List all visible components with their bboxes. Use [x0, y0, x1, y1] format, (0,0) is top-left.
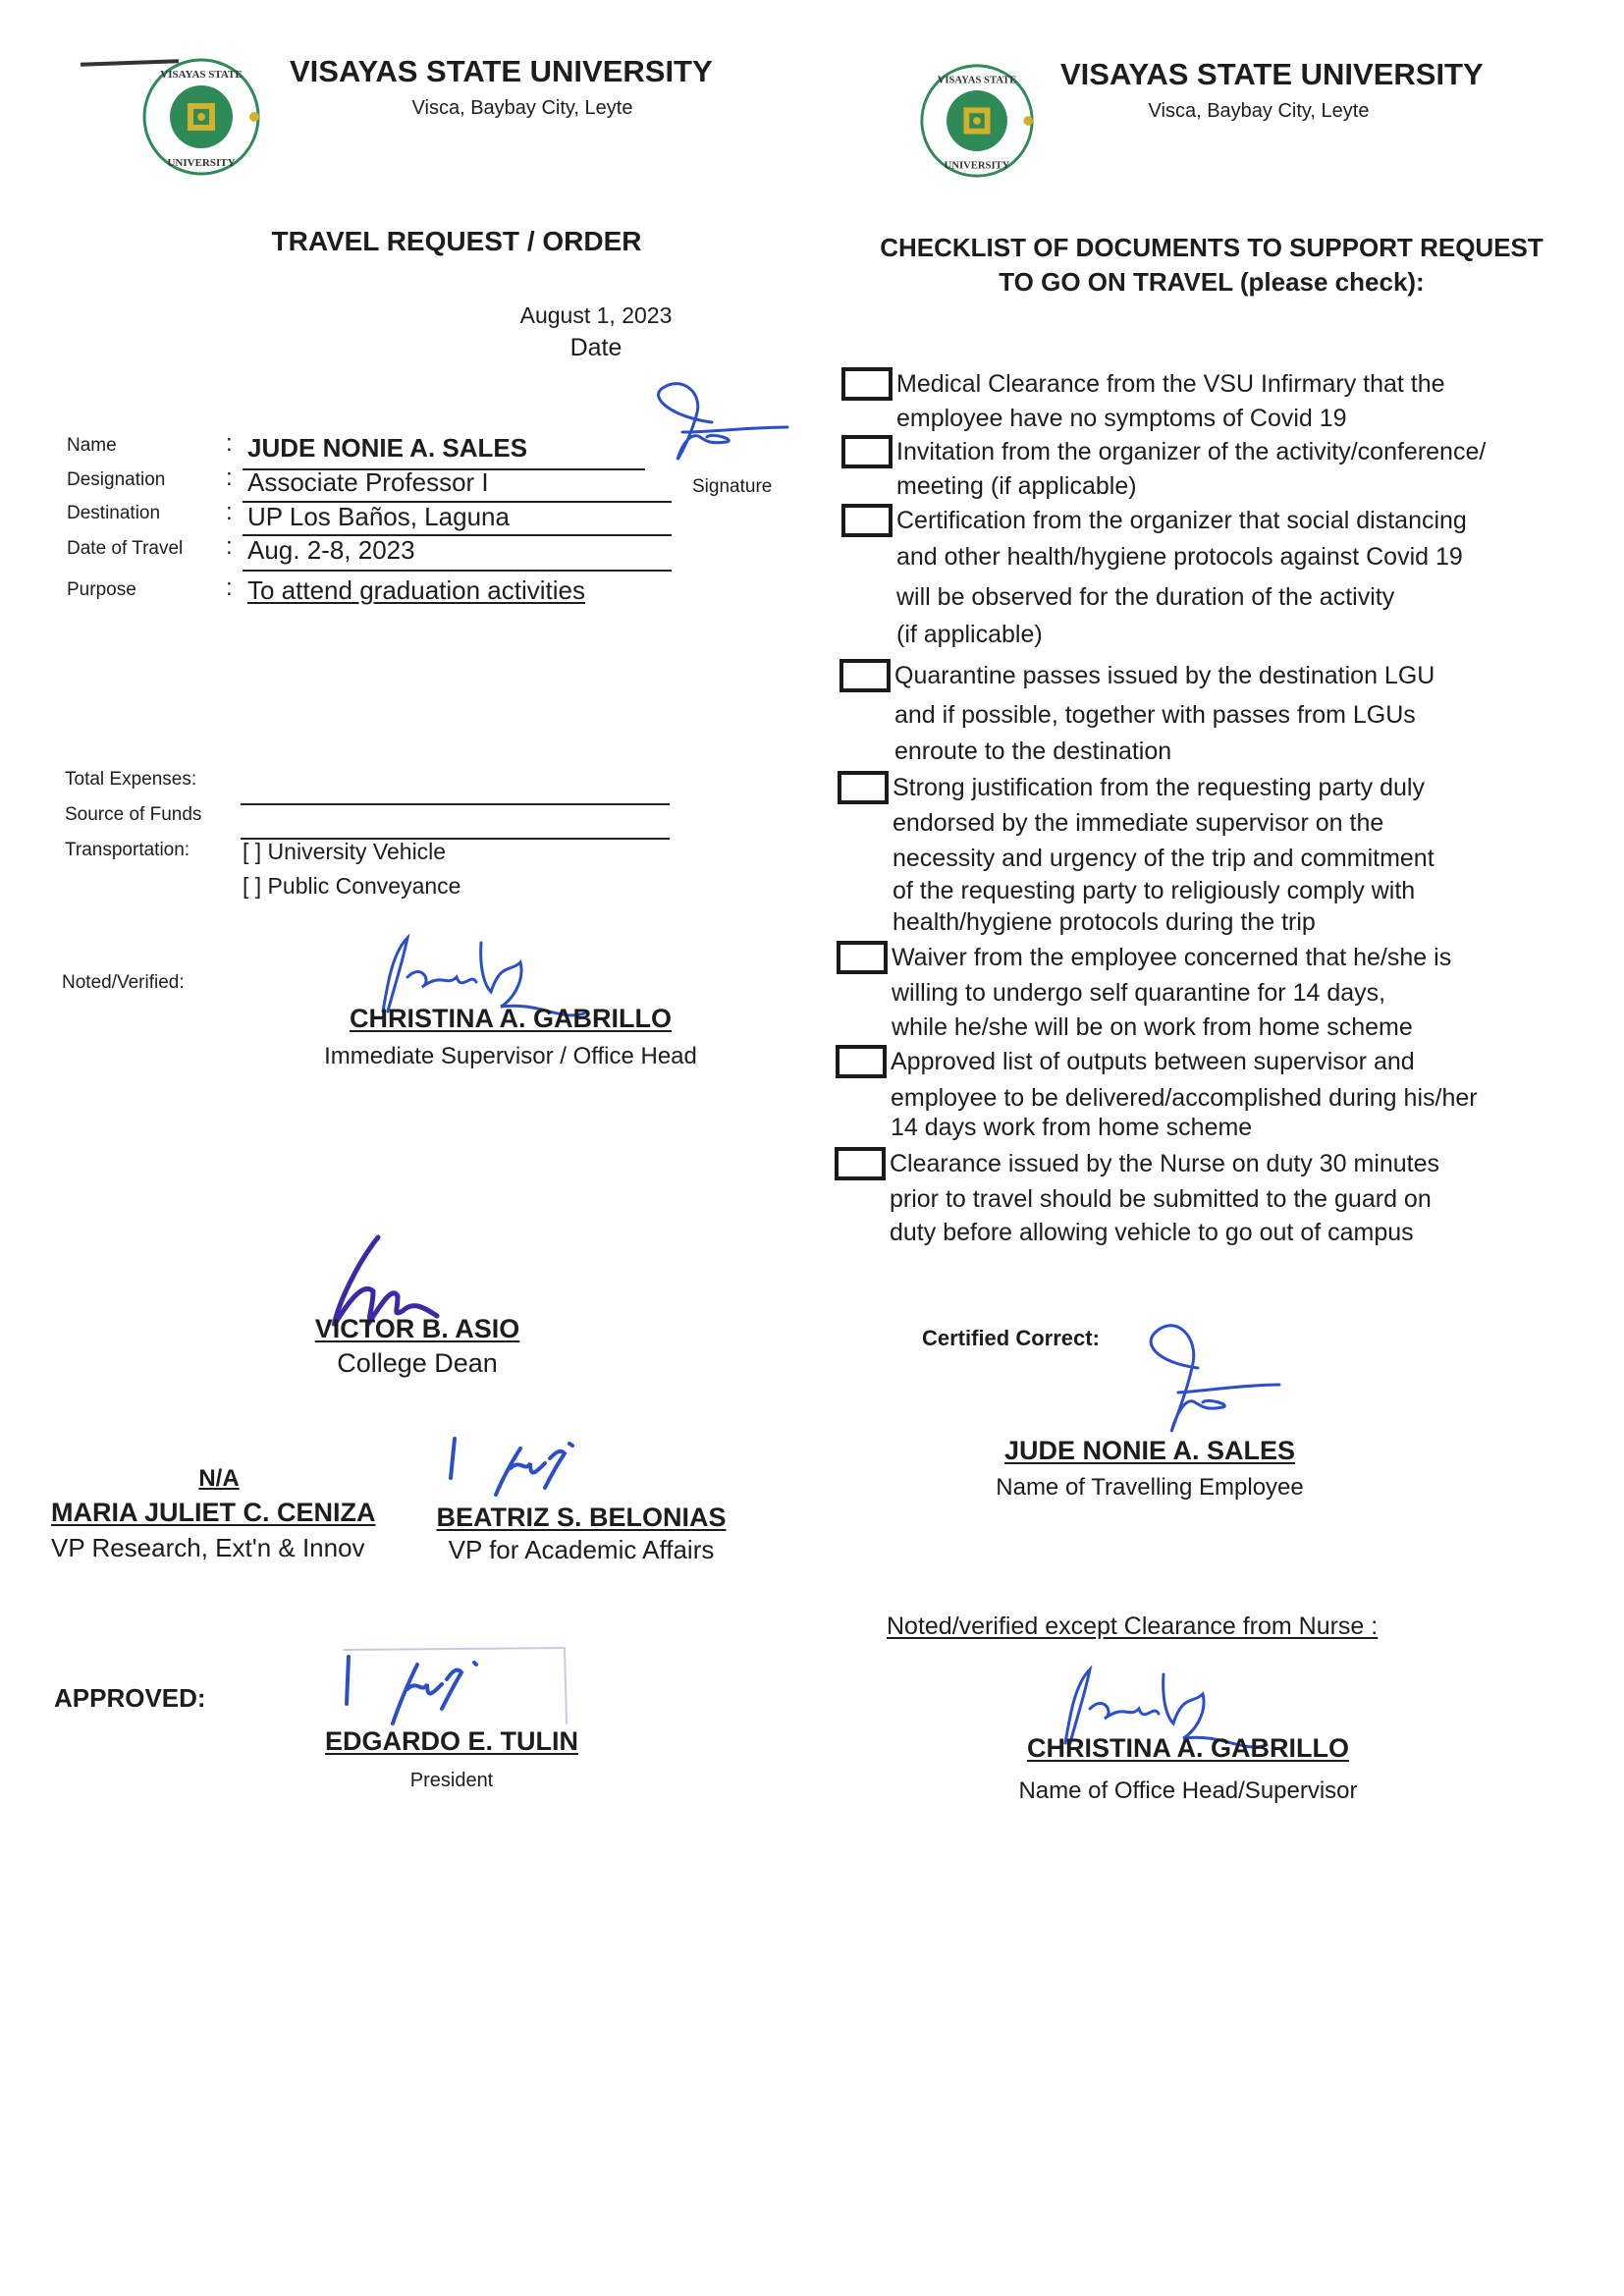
checklist-item-text: prior to travel should be submitted to the guard on — [890, 1185, 1432, 1213]
field-colon: : — [226, 499, 233, 525]
checkbox[interactable] — [841, 367, 893, 401]
university-seal-logo — [918, 62, 1036, 180]
office-head-position: Name of Office Head/Supervisor — [1018, 1777, 1358, 1804]
signature-label: Signature — [692, 476, 773, 497]
checklist-title-line2: TO GO ON TRAVEL (please check): — [999, 267, 1425, 297]
option-university-vehicle[interactable]: [ ] University Vehicle — [243, 839, 447, 864]
vp-research-status: N/A — [198, 1465, 240, 1492]
signature-employee — [1144, 1324, 1281, 1437]
president-position: President — [409, 1770, 494, 1791]
field-colon: : — [226, 533, 233, 560]
svg-text:UNIVERSITY: UNIVERSITY — [944, 160, 1010, 172]
request-date: August 1, 2023 — [519, 302, 673, 328]
signature-vp-academic — [447, 1434, 623, 1498]
president-name: EDGARDO E. TULIN — [324, 1726, 579, 1756]
dean-position: College Dean — [337, 1348, 498, 1378]
checkbox[interactable] — [836, 1045, 887, 1078]
field-label: Purpose — [67, 579, 136, 600]
checklist-item-text: meeting (if applicable) — [896, 472, 1137, 500]
university-address: Visca, Baybay City, Leyte — [411, 97, 633, 119]
certified-correct-label: Certified Correct: — [922, 1326, 1100, 1350]
field-colon: : — [226, 465, 233, 491]
checkbox[interactable] — [835, 1147, 886, 1180]
checklist-item-text: 14 days work from home scheme — [891, 1114, 1253, 1141]
checklist-item-text: Strong justification from the requesting party duly — [893, 774, 1425, 801]
checklist-item-text: Clearance issued by the Nurse on duty 30 minutes — [890, 1150, 1440, 1177]
checklist-item-text: will be observed for the duration of the activity — [896, 583, 1395, 611]
field-label: Name — [67, 435, 117, 456]
checklist-item-text: willing to undergo self quarantine for 14 days, — [892, 979, 1386, 1007]
checklist-item-text: necessity and urgency of the trip and commitment — [893, 845, 1435, 872]
field-value[interactable]: UP Los Baños, Laguna — [247, 502, 510, 531]
field-value[interactable]: Aug. 2-8, 2023 — [247, 535, 415, 565]
noted-verified-label: Noted/Verified: — [62, 972, 185, 993]
checklist-item-text: enroute to the destination — [894, 738, 1172, 765]
checklist-item-text: Medical Clearance from the VSU Infirmary that the — [896, 370, 1445, 398]
field-label: Designation — [67, 469, 166, 490]
field-colon: : — [226, 574, 233, 601]
checkbox[interactable] — [838, 771, 889, 804]
checkbox[interactable] — [841, 435, 893, 468]
checkbox[interactable] — [837, 941, 888, 974]
source-of-funds-label: Source of Funds — [65, 804, 202, 825]
university-address: Visca, Baybay City, Leyte — [1148, 100, 1370, 122]
vp-research-position: VP Research, Ext'n & Innov — [51, 1533, 365, 1562]
vp-research-name: MARIA JULIET C. CENIZA — [51, 1498, 376, 1527]
checklist-item-text: and other health/hygiene protocols against Covid 19 — [896, 543, 1463, 571]
checklist-item-text: Approved list of outputs between supervisor and — [891, 1048, 1415, 1075]
checklist-item-text: health/hygiene protocols during the trip — [893, 908, 1316, 936]
form-title: TRAVEL REQUEST / ORDER — [271, 226, 642, 256]
checklist-item-text: and if possible, together with passes from LGUs — [894, 701, 1416, 729]
university-name: VISAYAS STATE UNIVERSITY — [1060, 57, 1484, 91]
checklist-item-text: employee have no symptoms of Covid 19 — [896, 405, 1347, 432]
signature-president — [339, 1645, 569, 1728]
field-colon: : — [226, 430, 233, 457]
checklist-item-text: Invitation from the organizer of the activity/conference/ — [896, 438, 1487, 465]
total-expenses-field[interactable] — [241, 803, 670, 805]
checklist-item-text: endorsed by the immediate supervisor on the — [893, 809, 1384, 837]
field-label: Destination — [67, 503, 161, 523]
svg-text:UNIVERSITY: UNIVERSITY — [167, 157, 236, 169]
noted-except-nurse-label: Noted/verified except Clearance from Nurse : — [887, 1613, 1379, 1640]
svg-text:VISAYAS STATE: VISAYAS STATE — [937, 75, 1017, 86]
vp-academic-position: VP for Academic Affairs — [448, 1535, 715, 1564]
checklist-item-text: of the requesting party to religiously comply with — [893, 877, 1416, 904]
university-name: VISAYAS STATE UNIVERSITY — [290, 54, 713, 88]
svg-text:VISAYAS STATE: VISAYAS STATE — [160, 69, 243, 81]
checklist-title-line1: CHECKLIST OF DOCUMENTS TO SUPPORT REQUEST — [880, 233, 1543, 262]
checklist-item-text: employee to be delivered/accomplished during his/her — [891, 1084, 1478, 1112]
option-public-conveyance[interactable]: [ ] Public Conveyance — [243, 873, 461, 899]
supervisor-position: Immediate Supervisor / Office Head — [324, 1043, 697, 1069]
employee-name: JUDE NONIE A. SALES — [1003, 1436, 1296, 1465]
dean-name: VICTOR B. ASIO — [314, 1314, 520, 1343]
vp-research-block — [51, 1498, 386, 1566]
office-head-name: CHRISTINA A. GABRILLO — [1027, 1733, 1349, 1763]
field-value[interactable]: JUDE NONIE A. SALES — [247, 433, 528, 463]
checkbox[interactable] — [841, 504, 893, 537]
checklist-item-text: while he/she will be on work from home scheme — [892, 1013, 1413, 1041]
employee-position: Name of Travelling Employee — [996, 1474, 1304, 1501]
approved-label: APPROVED: — [54, 1683, 206, 1713]
field-value[interactable]: To attend graduation activities — [247, 575, 585, 605]
checklist-item-text: Certification from the organizer that social distancing — [896, 507, 1467, 534]
signature-applicant — [653, 383, 790, 466]
total-expenses-label: Total Expenses: — [65, 769, 197, 790]
field-value[interactable]: Associate Professor I — [247, 467, 489, 497]
vp-academic-name: BEATRIZ S. BELONIAS — [436, 1503, 727, 1532]
university-seal-logo — [140, 56, 262, 178]
field-label: Date of Travel — [67, 538, 184, 559]
supervisor-name: CHRISTINA A. GABRILLO — [350, 1004, 672, 1033]
field-underline — [243, 570, 672, 572]
date-label: Date — [569, 334, 623, 361]
checklist-item-text: Waiver from the employee concerned that he/she is — [892, 944, 1452, 971]
checkbox[interactable] — [839, 659, 891, 692]
checklist-item-text: duty before allowing vehicle to go out of campus — [890, 1219, 1414, 1246]
checklist-item-text: Quarantine passes issued by the destination LGU — [894, 662, 1435, 689]
transportation-label: Transportation: — [65, 840, 190, 860]
checklist-item-text: (if applicable) — [896, 621, 1043, 648]
